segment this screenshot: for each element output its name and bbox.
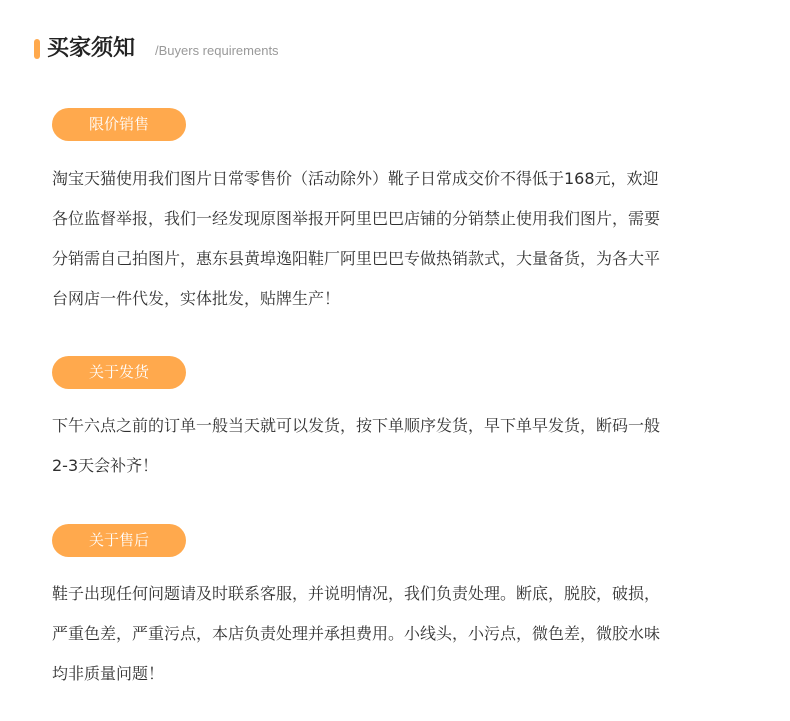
section-text-shipping [52,406,660,486]
section-label-after-sales: 关于售后 [52,524,186,557]
page-title: 买家须知 [47,36,136,61]
text-line: 各位监督举报，我们一经发现原图举报开阿里巴巴店铺的分销禁止使用我们图片，需要 [52,209,661,228]
text-line: 均非质量问题！ [52,664,165,683]
title-accent-bar [34,39,40,59]
text-line: 严重色差，严重污点，本店负责处理并承担费用。小线头，小污点，微色差，微胶水味 [52,624,661,643]
section-label-price-policy: 限价销售 [52,108,186,141]
text-line: 2-3天会补齐！ [52,456,159,475]
section-label-shipping: 关于发货 [52,356,186,389]
text-line: 鞋子出现任何问题请及时联系客服，并说明情况，我们负责处理。断底，脱胶，破损， [52,584,661,603]
text-line: 台网店一件代发，实体批发，贴牌生产！ [52,289,341,308]
text-line: 分销需自己拍图片，惠东县黄埠逸阳鞋厂阿里巴巴专做热销款式，大量备货，为各大平 [52,249,661,268]
section-text-after-sales [52,574,660,694]
section-text-price-policy [52,159,660,319]
text-line: 淘宝天猫使用我们图片日常零售价（活动除外）靴子日常成交价不得低于168元，欢迎 [52,169,659,188]
page-subtitle: /Buyers requirements [155,43,279,58]
text-line: 下午六点之前的订单一般当天就可以发货，按下单顺序发货，早下单早发货，断码一般 [52,416,661,435]
